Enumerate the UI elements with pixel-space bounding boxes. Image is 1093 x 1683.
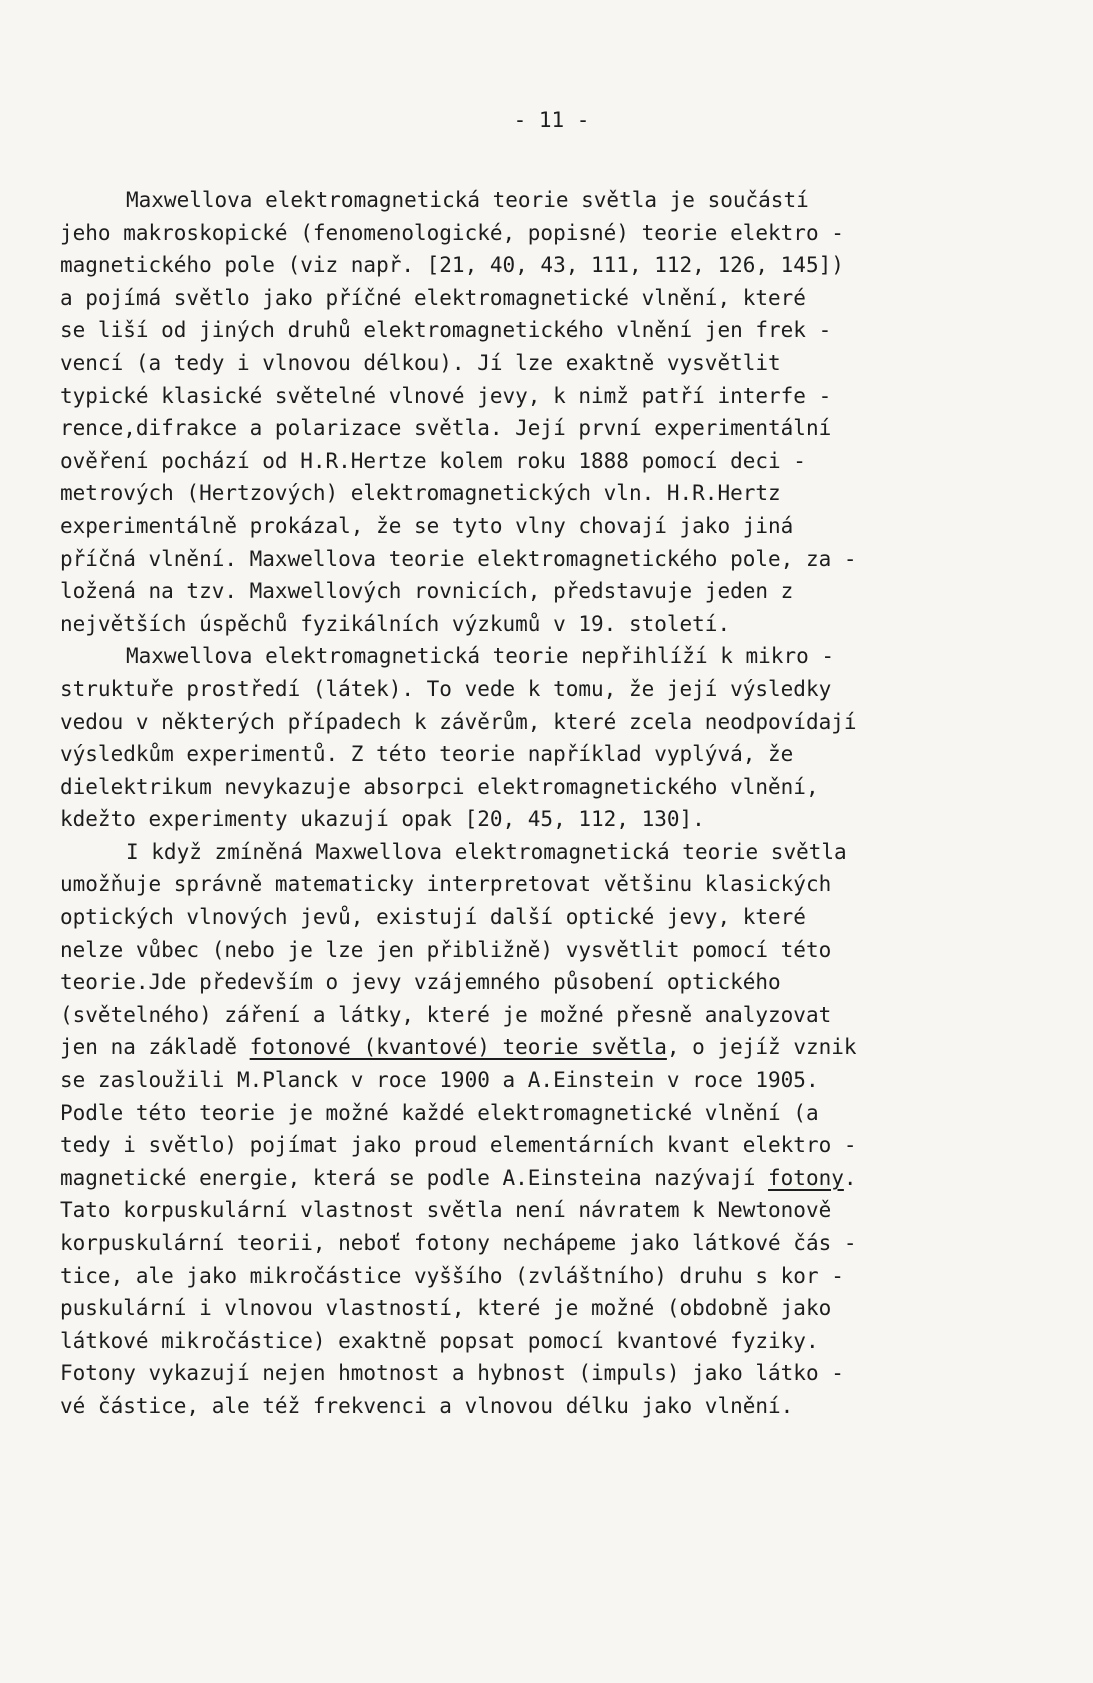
text-line: se zasloužili M.Planck v roce 1900 a A.Einstein v roce 1905. [60,1068,819,1093]
text-line: tedy i světlo) pojímat jako proud elementárních kvant elektro - [60,1133,857,1158]
text-line: kdežto experimenty ukazují opak [20, 45, 112, 130]. [60,807,705,832]
text-line: Podle této teorie je možné každé elektromagnetické vlnění (a [60,1100,819,1125]
text-line [60,1162,1013,1195]
text-line [60,1031,1013,1064]
text-line: jeho makroskopické (fenomenologické, popisné) teorie elektro - [60,220,844,245]
text-line: umožňuje správně matematicky interpretovat většinu klasických [60,872,832,897]
text-line: I když zmíněná Maxwellova elektromagnetická teorie světla [126,839,847,864]
text-line: se liší od jiných druhů elektromagnetického vlnění jen frek - [60,318,832,343]
text-line: látkové mikročástice) exaktně popsat pomocí kvantové fyziky. [60,1328,819,1353]
text-line: teorie.Jde především o jevy vzájemného působení optického [60,970,781,995]
text-line: (světelného) záření a látky, které je možné přesně analyzovat [60,1002,832,1027]
text-line: vedou v některých případech k závěrům, které zcela neodpovídají [60,709,857,734]
text-line: tice, ale jako mikročástice vyššího (zvláštního) druhu s kor - [60,1263,844,1288]
text-fragment: jen na základě [60,1035,250,1060]
text-line: a pojímá světlo jako příčné elektromagnetické vlnění, které [60,285,806,310]
text-line: rence,difrakce a polarizace světla. Její první experimentální [60,416,832,441]
underlined-term: fotonové (kvantové) teorie světla [249,1035,667,1060]
text-fragment: . [843,1165,857,1190]
text-line: vé částice, ale též frekvenci a vlnovou délku jako vlnění. [60,1393,794,1418]
text-line: největších úspěchů fyzikálních výzkumů v 19. století. [60,611,731,636]
text-line: metrových (Hertzových) elektromagnetických vln. H.R.Hertz [60,481,781,506]
text-line: výsledkům experimentů. Z této teorie například vyplývá, že [60,742,794,767]
text-line: typické klasické světelné vlnové jevy, k nimž patří interfe - [60,383,832,408]
text-line: vencí (a tedy i vlnovou délkou). Jí lze exaktně vysvětlit [60,350,781,375]
text-line: Maxwellova elektromagnetická teorie nepřihlíží k mikro - [126,644,835,669]
text-line: ložená na tzv. Maxwellových rovnicích, představuje jeden z [60,579,794,604]
text-line: struktuře prostředí (látek). To vede k tomu, že její výsledky [60,676,832,701]
text-line: optických vlnových jevů, existují další optické jevy, které [60,905,806,930]
text-line: Maxwellova elektromagnetická teorie světla je součástí [126,188,809,212]
page-number: - 11 - [513,108,590,132]
underlined-term: fotony [768,1165,844,1190]
text-line: Tato korpuskulární vlastnost světla není návratem k Newtonově [60,1198,832,1223]
text-line: korpuskulární teorii, neboť fotony nechápeme jako látkové čás - [60,1231,857,1255]
text-line: magnetického pole (viz např. [21, 40, 43, 111, 112, 126, 145]) [60,253,844,278]
text-fragment: , o jejíž vznik [666,1035,857,1060]
text-line: ověření pochází od H.R.Hertze kolem roku 1888 pomocí deci - [60,448,806,473]
text-fragment: magnetické energie, která se podle A.Einsteina nazývají [60,1165,769,1190]
text-line: nelze vůbec (nebo je lze jen přibližně) vysvětlit pomocí této [60,937,832,962]
text-line: experimentálně prokázal, že se tyto vlny chovají jako jiná [60,513,794,538]
text-line: puskulární i vlnovou vlastností, které je možné (obdobně jako [60,1296,832,1321]
text-line: příčná vlnění. Maxwellova teorie elektromagnetického pole, za - [60,546,857,571]
text-line: dielektrikum nevykazuje absorpci elektromagnetického vlnění, [60,774,819,799]
text-line: Fotony vykazují nejen hmotnost a hybnost (impuls) jako látko - [60,1361,844,1386]
